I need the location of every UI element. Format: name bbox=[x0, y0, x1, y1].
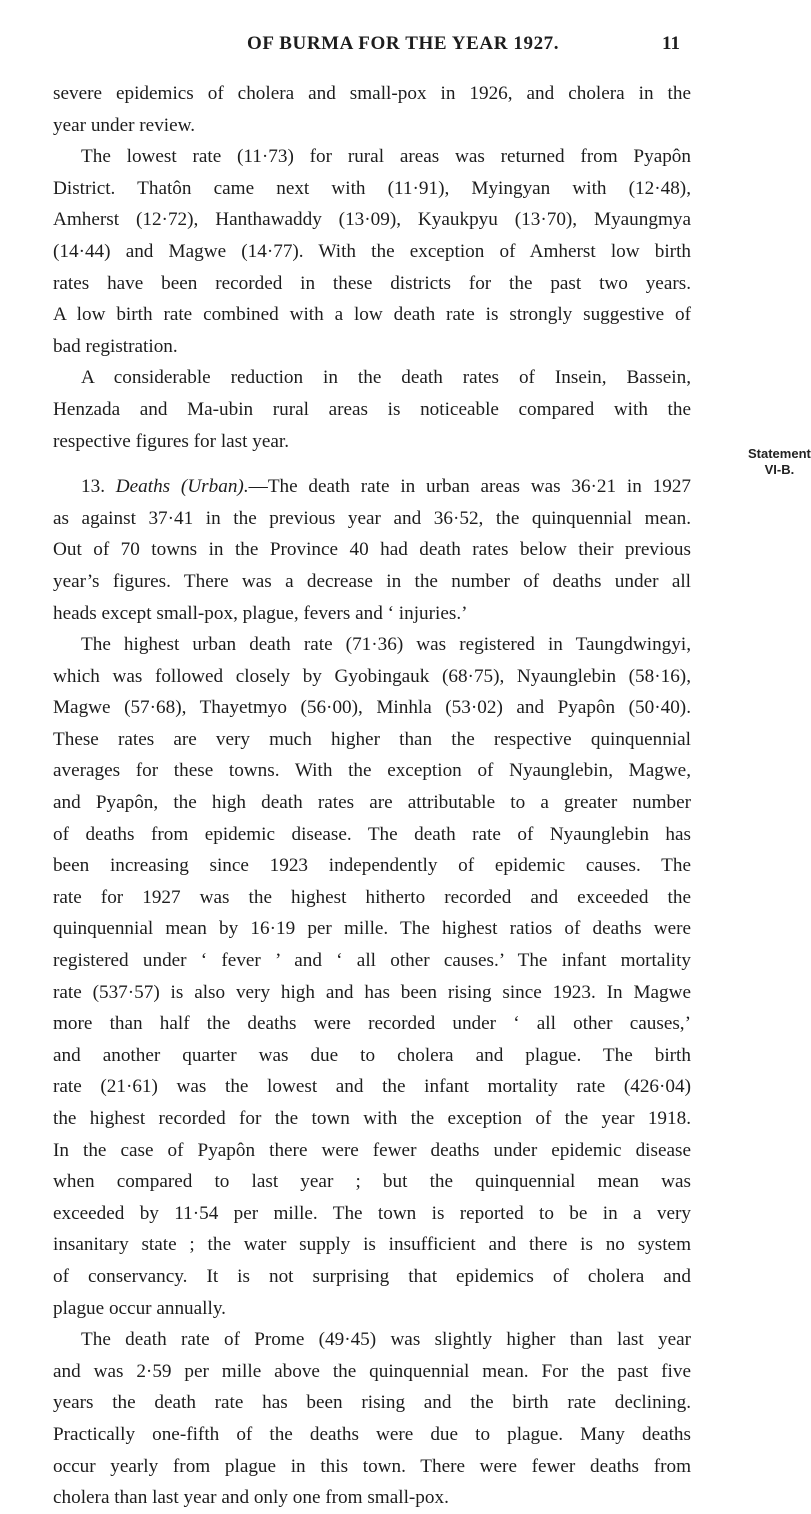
text-line: rate (21·61) was the lowest and the infant mortality rate (426·04) bbox=[53, 1076, 691, 1098]
text-line: District. Thatôn came next with (11·91), Myingyan with (12·48), bbox=[53, 177, 691, 199]
section-title: Deaths (Urban). bbox=[115, 476, 249, 498]
paragraph-reduction bbox=[53, 362, 691, 457]
text-line: more than half the deaths were recorded under ‘ all other causes,’ bbox=[53, 1013, 691, 1035]
text-line: Practically one-fifth of the deaths were due to plague. Many deaths bbox=[53, 1423, 691, 1445]
paragraph-highest-urban-rate bbox=[53, 629, 691, 1324]
text-line: These rates are very much higher than the respective quinquennial bbox=[53, 728, 691, 750]
text-line: which was followed closely by Gyobingauk (68·75), Nyaunglebin (58·16), bbox=[53, 665, 691, 687]
text-line: the highest recorded for the town with the exception of the year 1918. bbox=[53, 1108, 691, 1129]
text-line: A considerable reduction in the death rates of Insein, Bassein, bbox=[81, 367, 691, 389]
text-line: The lowest rate (11·73) for rural areas was returned from Pyapôn bbox=[81, 146, 691, 168]
text-line: Magwe (57·68), Thayetmyo (56·00), Minhla (53·02) and Pyapôn (50·40). bbox=[53, 697, 691, 719]
text-line: when compared to last year ; but the quinquennial mean was bbox=[53, 1171, 691, 1193]
text-line: quinquennial mean by 16·19 per mille. The highest ratios of deaths were bbox=[53, 918, 691, 940]
text-line: The highest urban death rate (71·36) was registered in Taungdwingyi, bbox=[81, 634, 691, 656]
paragraph-prome bbox=[53, 1324, 691, 1514]
text-line: and another quarter was due to cholera and plague. The birth bbox=[53, 1044, 691, 1066]
section-gap bbox=[53, 457, 691, 471]
text-line: (14·44) and Magwe (14·77). With the exception of Amherst low birth bbox=[53, 240, 691, 262]
body-text bbox=[53, 78, 691, 1514]
text-line: Amherst (12·72), Hanthawaddy (13·09), Kyaukpyu (13·70), Myaungmya bbox=[53, 209, 691, 231]
page-header bbox=[0, 33, 801, 63]
paragraph-cholera-intro bbox=[53, 78, 691, 141]
text-line: heads except small-pox, plague, fevers and ‘ injuries.’ bbox=[53, 602, 468, 624]
section-first-line-text: —The death rate in urban areas was 36·21 in 1927 bbox=[248, 476, 692, 498]
text-line: rate for 1927 was the highest hitherto recorded and exceeded the bbox=[53, 886, 691, 908]
text-line: year’s figures. There was a decrease in the number of deaths under all bbox=[53, 570, 691, 592]
text-line: plague occur annually. bbox=[53, 1297, 226, 1319]
text-line: rates have been recorded in these districts for the past two years. bbox=[53, 272, 691, 294]
section-number: 13. bbox=[81, 476, 105, 498]
paragraph-rural-rates bbox=[53, 141, 691, 362]
text-line: occur yearly from plague in this town. There were fewer deaths from bbox=[53, 1455, 691, 1477]
margin-note-line: VI-B. bbox=[764, 462, 795, 477]
text-line: A low birth rate combined with a low death rate is strongly suggestive of bbox=[53, 304, 691, 326]
text-line: been increasing since 1923 independently of epidemic causes. The bbox=[53, 855, 691, 877]
text-line: insanitary state ; the water supply is insufficient and there is no system bbox=[53, 1234, 691, 1256]
text-line: of deaths from epidemic disease. The death rate of Nyaunglebin has bbox=[53, 823, 691, 845]
running-title: OF BURMA FOR THE YEAR 1927. bbox=[247, 33, 560, 54]
text-line: year under review. bbox=[53, 114, 196, 136]
text-line: respective figures for last year. bbox=[53, 430, 290, 452]
text-line: Henzada and Ma-ubin rural areas is noticeable compared with the bbox=[53, 398, 691, 420]
text-line: cholera than last year and only one from small-pox. bbox=[53, 1487, 449, 1509]
text-line: as against 37·41 in the previous year and 36·52, the quinquennial mean. bbox=[53, 507, 691, 529]
text-line: and Pyapôn, the high death rates are attributable to a greater number bbox=[53, 792, 691, 814]
margin-note-line: Statement bbox=[748, 446, 811, 461]
section-heading-line bbox=[53, 471, 691, 503]
margin-note bbox=[748, 446, 811, 478]
section-13-deaths-urban bbox=[53, 471, 691, 629]
text-line: severe epidemics of cholera and small-pox in 1926, and cholera in the bbox=[53, 83, 691, 104]
page-number: 11 bbox=[662, 33, 680, 54]
text-line: The death rate of Prome (49·45) was slightly higher than last year bbox=[81, 1329, 691, 1351]
text-line: registered under ‘ fever ’ and ‘ all other causes.’ The infant mortality bbox=[53, 950, 691, 972]
text-line: years the death rate has been rising and the birth rate declining. bbox=[53, 1392, 691, 1414]
text-line: and was 2·59 per mille above the quinquennial mean. For the past five bbox=[53, 1360, 691, 1382]
text-line: rate (537·57) is also very high and has been rising since 1923. In Magwe bbox=[53, 981, 691, 1003]
text-line: Out of 70 towns in the Province 40 had death rates below their previous bbox=[53, 539, 691, 561]
text-line: In the case of Pyapôn there were fewer deaths under epidemic disease bbox=[53, 1139, 691, 1161]
text-line: exceeded by 11·54 per mille. The town is reported to be in a very bbox=[53, 1202, 691, 1224]
text-line: bad registration. bbox=[53, 335, 178, 357]
text-line: averages for these towns. With the exception of Nyaunglebin, Magwe, bbox=[53, 760, 691, 782]
text-line: of conservancy. It is not surprising that epidemics of cholera and bbox=[53, 1265, 691, 1287]
